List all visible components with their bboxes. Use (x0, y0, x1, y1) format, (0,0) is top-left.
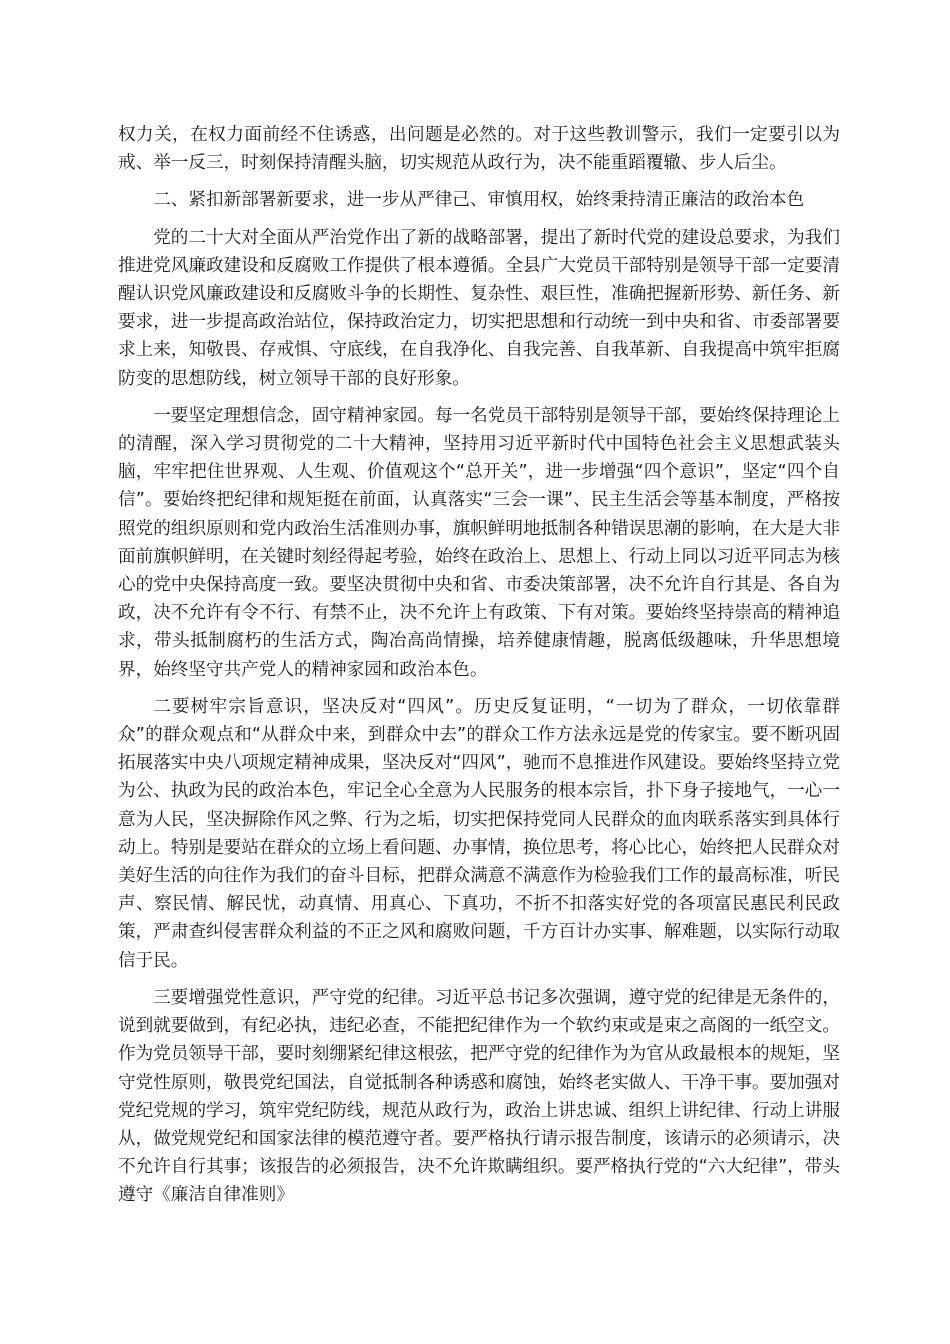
section-heading-2: 二、紧扣新部署新要求，进一步从严律己、审慎用权，始终秉持清正廉洁的政治本色 (153, 190, 805, 211)
paragraph-ideals-faith: 一要坚定理想信念，固守精神家园。每一名党员干部特别是领导干部，要始终保持理论上的清醒，深入学习贯彻党的二十大精神，坚持用习近平新时代中国特色社会主义思想武装头脑，牢牢把住世界观、人生观、价值观这个“总开关”，进一步增强“四个意识”，坚定“四个自信”。要始终把纪律和规矩挺在前面，认真落实“三会一课”、民主生活会等基本制度，严格按照党的组织原则和党内政治生活准则办事，旗帜鲜明地抵制各种错误思潮的影响，在大是大非面前旗帜鲜明，在关键时刻经得起考验，始终在政治上、思想上、行动上同以习近平同志为核心的党中央保持高度一致。要坚决贯彻中央和省、市委决策部署，决不允许自行其是、各自为政，决不允许有令不行、有禁不止，决不允许上有政策、下有对策。要始终坚持崇高的精神追求，带头抵制腐朽的生活方式，陶冶高尚情操，培养健康情趣，脱离低级趣味，升华思想境界，始终坚守共产党人的精神家园和政治本色。 (118, 405, 840, 680)
paragraph-party-discipline: 三要增强党性意识，严守党的纪律。习近平总书记多次强调，遵守党的纪律是无条件的，说到就要做到，有纪必执，违纪必查，不能把纪律作为一个软约束或是束之高阁的一纸空文。作为党员领导干部，要时刻绷紧纪律这根弦，把严守党的纪律作为为官从政最根本的规矩，坚守党性原则，敬畏党纪国法，自觉抵制各种诱惑和腐蚀，始终老实做人、干净干事。要加强对党纪党规的学习，筑牢党纪防线，规范从政行为，政治上讲忠诚、组织上讲纪律、行动上讲服从，做党规党纪和国家法律的模范遵守者。要严格执行请示报告制度，该请示的必须请示，决不允许自行其事；该报告的必须报告，决不允许欺瞒组织。要严格执行党的“六大纪律”，带头遵守《廉洁自律准则》 (118, 987, 840, 1206)
document-page (118, 121, 840, 1219)
paragraph-party-congress: 党的二十大对全面从严治党作出了新的战略部署，提出了新时代党的建设总要求，为我们推进党风廉政建设和反腐败工作提供了根本遵循。全县广大党员干部特别是领导干部一定要清醒认识党风廉政建设和反腐败斗争的长期性、复杂性、艰巨性，准确把握新形势、新任务、新要求，进一步提高政治站位，保持政治定力，切实把思想和行动统一到中央和省、市委部署要求上来，知敬畏、存戒惧、守底线，在自我净化、自我完善、自我革新、自我提高中筑牢拒腐防变的思想防线，树立领导干部的良好形象。 (118, 227, 840, 389)
paragraph-continuation: 权力关，在权力面前经不住诱惑，出问题是必然的。对于这些教训警示，我们一定要引以为戒、举一反三，时刻保持清醒头脑，切实规范从政行为，决不能重蹈覆辙、步人后尘。 (118, 125, 840, 174)
paragraph-purpose-four-winds: 二要树牢宗旨意识，坚决反对“四风”。历史反复证明，“一切为了群众，一切依靠群众”的群众观点和“从群众中来，到群众中去”的群众工作方法永远是党的传家宝。要不断巩固拓展落实中央八项规定精神成果，坚决反对“四风”，驰而不息推进作风建设。要始终坚持立党为公、执政为民的政治本色，牢记全心全意为人民服务的根本宗旨，扑下身子接地气，一心一意为人民，坚决摒除作风之弊、行为之垢，切实把保持党同人民群众的血肉联系落实到具体行动上。特别是要站在群众的立场上看问题、办事情，换位思考，将心比心，始终把人民群众对美好生活的向往作为我们的奋斗目标，把群众满意不满意作为检验我们工作的最高标准，听民声、察民情、解民忧，动真情、用真心、下真功，不折不扣落实好党的各项富民惠民利民政策，严肃查纠侵害群众利益的不正之风和腐败问题，千方百计办实事、解难题，以实际行动取信于民。 (118, 696, 840, 971)
